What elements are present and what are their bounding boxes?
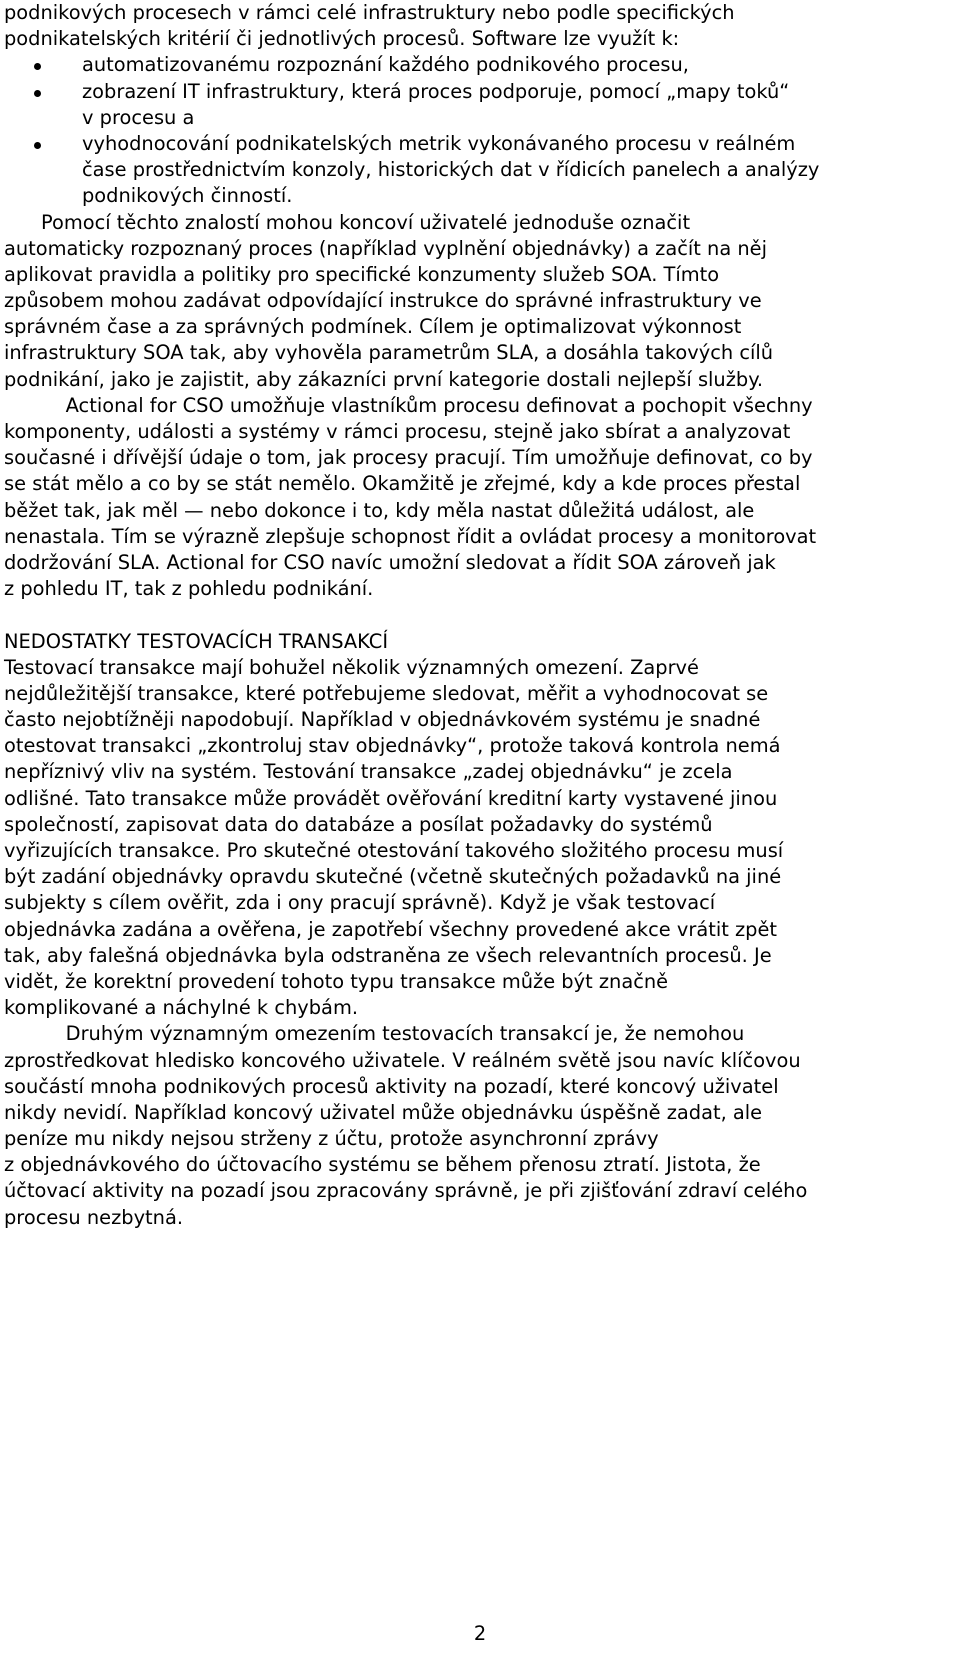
bullet-text: zobrazení IT infrastruktury, která proces podporuje, pomocí „mapy toků“ <box>82 79 790 103</box>
bullet-item-continuation <box>4 157 952 183</box>
text-line: Pomocí těchto znalostí mohou koncoví uživatelé jednoduše označit <box>4 210 691 234</box>
text-line: často nejobtížněji napodobují. Například v objednávkovém systému je snadné <box>4 708 761 732</box>
bullet-item <box>4 131 952 157</box>
text-line: komplikované a náchylné k chybám. <box>4 996 358 1020</box>
bullet-text: podnikových činností. <box>82 184 293 208</box>
bullet-item <box>4 79 952 105</box>
document-page <box>4 0 952 1231</box>
text-line: běžet tak, jak měl — nebo dokonce i to, kdy měla nastat důležitá událost, ale <box>4 498 755 522</box>
text-line: účtovací aktivity na pozadí jsou zpracovány správně, je při zjišťování zdraví celého <box>4 1179 808 1203</box>
text-line: komponenty, události a systémy v rámci procesu, stejně jako sbírat a analyzovat <box>4 420 791 443</box>
bullet-text: vyhodnocování podnikatelských metrik vykonávaného procesu v reálném <box>82 131 796 155</box>
text-line: společností, zapisovat data do databáze a posílat požadavky do systémů <box>4 812 713 836</box>
text-line: vidět, že korektní provedení tohoto typu transakce může být značně <box>4 969 669 993</box>
text-line: infrastruktury SOA tak, aby vyhověla parametrům SLA, a dosáhla takových cílů <box>4 341 774 365</box>
text-line: otestovat transakci „zkontroluj stav objednávky“, protože taková kontrola nemá <box>4 734 781 758</box>
text-line: aplikovat pravidla a politiky pro specifické konzumenty služeb SOA. Tímto <box>4 262 720 286</box>
text-line: být zadání objednávky opravdu skutečné (včetně skutečných požadavků na jiné <box>4 865 782 889</box>
bullet-dot-icon <box>34 142 41 149</box>
text-line: dodržování SLA. Actional for CSO navíc umožní sledovat a řídit SOA zároveň jak <box>4 550 776 574</box>
paragraph-testovaci-transakce <box>4 655 952 1022</box>
text-line: nenastala. Tím se výrazně zlepšuje schopnost řídit a ovládat procesy a monitorovat <box>4 524 817 548</box>
text-line: podnikání, jako je zajistit, aby zákazníci první kategorie dostali nejlepší služby. <box>4 367 764 391</box>
bullet-item <box>4 52 952 78</box>
text-line: Testovací transakce mají bohužel několik významných omezení. Zaprvé <box>4 655 699 679</box>
text-line: nejdůležitější transakce, které potřebujeme sledovat, měřit a vyhodnocovat se <box>4 681 769 705</box>
text-line: nepříznivý vliv na systém. Testování transakce „zadej objednávku“ je zcela <box>4 760 733 784</box>
section-gap <box>4 602 952 628</box>
bullet-list <box>4 52 952 209</box>
paragraph-druhym-omezenim <box>4 1021 952 1231</box>
text-line: nikdy nevidí. Například koncový uživatel může objednávku úspěšně zadat, ale <box>4 1100 763 1124</box>
text-line: tak, aby falešná objednávka byla odstraněna ze všech relevantních procesů. Je <box>4 943 772 967</box>
section-heading: NEDOSTATKY TESTOVACÍCH TRANSAKCÍ <box>4 629 389 653</box>
text-line: subjekty s cílem ověřit, zda i ony pracují správně). Když je však testovací <box>4 891 716 915</box>
bullet-dot-icon <box>34 63 41 70</box>
text-line: správném čase a za správných podmínek. Cílem je optimalizovat výkonnost <box>4 315 742 339</box>
page-number: 2 <box>473 1622 487 1645</box>
text-line: současné i dřívější údaje o tom, jak procesy pracují. Tím umožňuje definovat, co by <box>4 446 813 470</box>
text-line: z objednávkového do účtovacího systému se během přenosu ztratí. Jistota, že <box>4 1153 761 1177</box>
text-line: se stát mělo a co by se stát nemělo. Okamžitě je zřejmé, kdy a kde proces přestal <box>4 472 801 496</box>
text-line: vyřizujících transakce. Pro skutečné otestování takového složitého procesu musí <box>4 839 784 862</box>
text-line: Actional for CSO umožňuje vlastníkům procesu definovat a pochopit všechny <box>4 393 813 417</box>
paragraph-actional <box>4 393 952 603</box>
bullet-item-continuation <box>4 105 952 131</box>
text-line: podnikových procesech v rámci celé infrastruktury nebo podle specifických <box>4 1 735 24</box>
text-line: peníze mu nikdy nejsou strženy z účtu, protože asynchronní zprávy <box>4 1127 659 1151</box>
text-line: procesu nezbytná. <box>4 1205 183 1229</box>
bullet-item-continuation <box>4 183 952 209</box>
bullet-text: v procesu a <box>82 105 195 129</box>
text-line: odlišné. Tato transakce může provádět ověřování kreditní karty vystavené jinou <box>4 786 778 810</box>
text-line: způsobem mohou zadávat odpovídající instrukce do správné infrastruktury ve <box>4 289 762 313</box>
text-line: automaticky rozpoznaný proces (například vyplnění objednávky) a začít na něj <box>4 236 767 260</box>
paragraph-pomoci <box>4 210 952 393</box>
bullet-text: automatizovanému rozpoznání každého podnikového procesu, <box>82 53 689 77</box>
text-line: z pohledu IT, tak z pohledu podnikání. <box>4 577 374 601</box>
intro-text <box>4 0 952 52</box>
text-line: objednávka zadána a ověřena, je zapotřebí všechny provedené akce vrátit zpět <box>4 917 778 941</box>
bullet-text: čase prostřednictvím konzoly, historických dat v řídicích panelech a analýzy <box>82 158 820 182</box>
text-line: součástí mnoha podnikových procesů aktivity na pozadí, které koncový uživatel <box>4 1074 779 1098</box>
bullet-dot-icon <box>34 90 41 97</box>
text-line: zprostředkovat hledisko koncového uživatele. V reálném světě jsou navíc klíčovou <box>4 1048 801 1072</box>
text-line: Druhým významným omezením testovacích transakcí je, že nemohou <box>4 1022 745 1046</box>
text-line: podnikatelských kritérií či jednotlivých procesů. Software lze využít k: <box>4 27 680 51</box>
